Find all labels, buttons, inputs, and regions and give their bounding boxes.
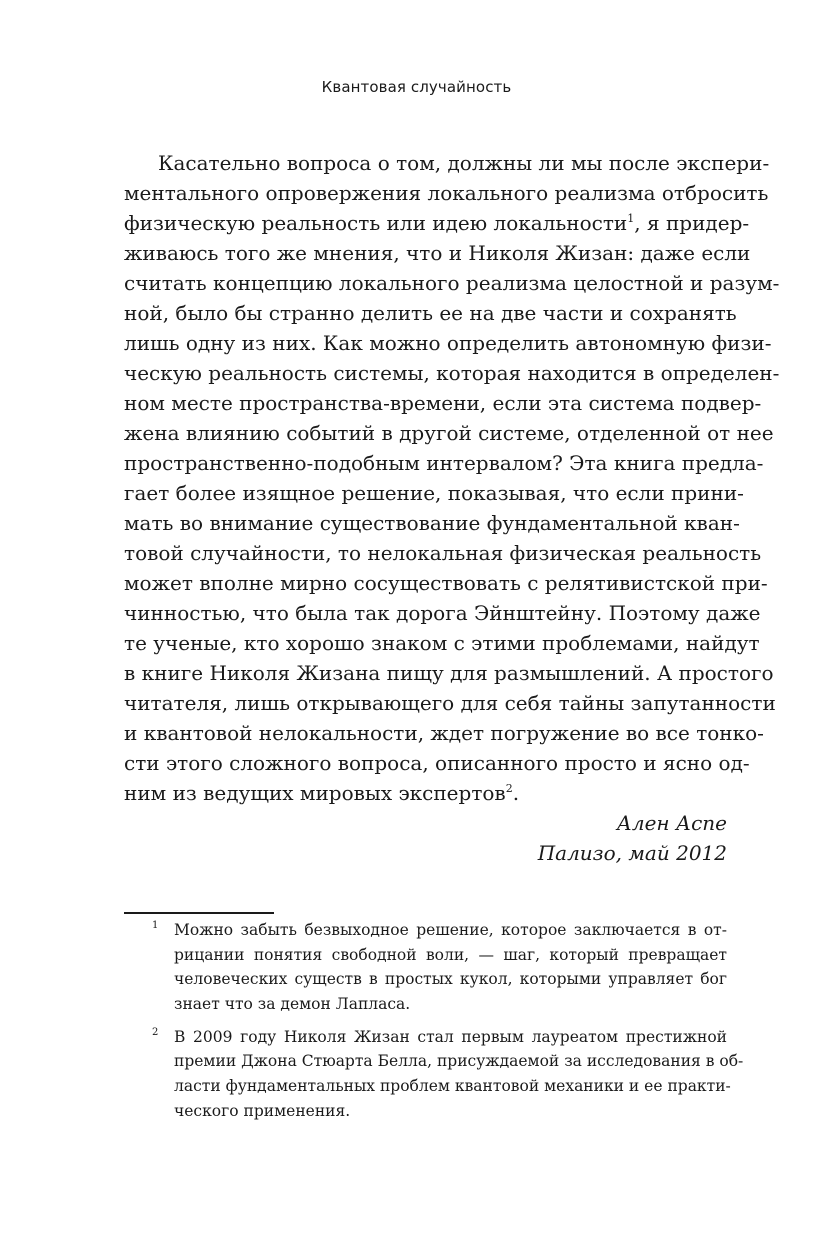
paragraph-line: чинностью, что была так дорога Эйнштейну. Поэтому даже — [124, 601, 761, 625]
paragraph-line: Касательно вопроса о том, должны ли мы после экспери- — [158, 151, 770, 175]
paragraph-line: в книге Николя Жизана пищу для размышлений. А простого — [124, 661, 774, 685]
paragraph-line: ческую реальность системы, которая находится в определен- — [124, 361, 780, 385]
paragraph-line: живаюсь того же мнения, что и Николя Жизан: даже если — [124, 241, 751, 265]
paragraph-line: и квантовой нелокальности, ждет погружение во все тонко- — [124, 721, 764, 745]
paragraph-text: физическую реальность или идею локальности — [124, 211, 628, 235]
paragraph-line — [124, 778, 727, 808]
footnote-2 — [124, 1025, 744, 1124]
paragraph-line: лишь одну из них. Как можно определить автономную физи- — [124, 331, 772, 355]
footnote-line: премии Джона Стюарта Белла, присуждаемой за исследования в об- — [174, 1052, 744, 1071]
paragraph-line: ном месте пространства-времени, если эта система подвер- — [124, 391, 762, 415]
paragraph-line: те ученые, кто хорошо знаком с этими проблемами, найдут — [124, 631, 760, 655]
paragraph-line: мать во внимание существование фундаментальной кван- — [124, 511, 740, 535]
paragraph-line: считать концепцию локального реализма целостной и разум- — [124, 271, 780, 295]
footnote-line: знает что за демон Лапласа. — [174, 995, 411, 1014]
paragraph-line: читателя, лишь открывающего для себя тайны запутанности — [124, 691, 776, 715]
paragraph-line: пространственно-подобным интервалом? Эта книга предла- — [124, 451, 764, 475]
signature-place-date: Пализо, май 2012 — [537, 841, 727, 865]
main-paragraph — [124, 148, 780, 868]
footnote-mark: 1 — [152, 920, 159, 931]
footnote-line: человеческих существ в простых кукол, которыми управляет бог — [174, 970, 727, 989]
paragraph-line — [124, 208, 750, 238]
footnotes — [124, 918, 744, 1124]
footnote-1 — [124, 918, 727, 1017]
paragraph-text: , я придер- — [634, 211, 750, 235]
signature-author: Ален Аспе — [616, 811, 727, 835]
footnote-line: ческого применения. — [174, 1101, 351, 1120]
paragraph-line: гает более изящное решение, показывая, что если прини- — [124, 481, 744, 505]
running-head: Квантовая случайность — [321, 78, 512, 96]
paragraph-line: жена влиянию событий в другой системе, отделенной от нее — [124, 421, 774, 445]
footnote-line: рицании понятия свободной воли, — шаг, который превращает — [174, 945, 727, 964]
footnote-separator — [124, 912, 274, 914]
footnote-mark: 2 — [152, 1026, 159, 1038]
footnote-ref-2[interactable]: 2 — [505, 782, 513, 795]
paragraph-line: может вполне мирно сосуществовать с релятивистской при- — [124, 571, 768, 595]
paragraph-text: . — [512, 781, 520, 805]
paragraph-line: ментального опровержения локального реализма отбросить — [124, 181, 769, 205]
footnote-ref-1[interactable]: 1 — [627, 212, 635, 225]
paragraph-line: ной, было бы странно делить ее на две части и сохранять — [124, 301, 737, 325]
paragraph-line: сти этого сложного вопроса, описанного просто и ясно од- — [124, 751, 750, 775]
paragraph-text: ним из ведущих мировых экспертов — [124, 781, 506, 805]
footnote-line: Можно забыть безвыходное решение, которое заключается в от- — [174, 921, 727, 939]
paragraph-line: товой случайности, то нелокальная физическая реальность — [124, 541, 762, 565]
footnote-line: ласти фундаментальных проблем квантовой механики и ее практи- — [174, 1077, 731, 1096]
footnote-line: В 2009 году Николя Жизан стал первым лауреатом престижной — [174, 1027, 727, 1046]
